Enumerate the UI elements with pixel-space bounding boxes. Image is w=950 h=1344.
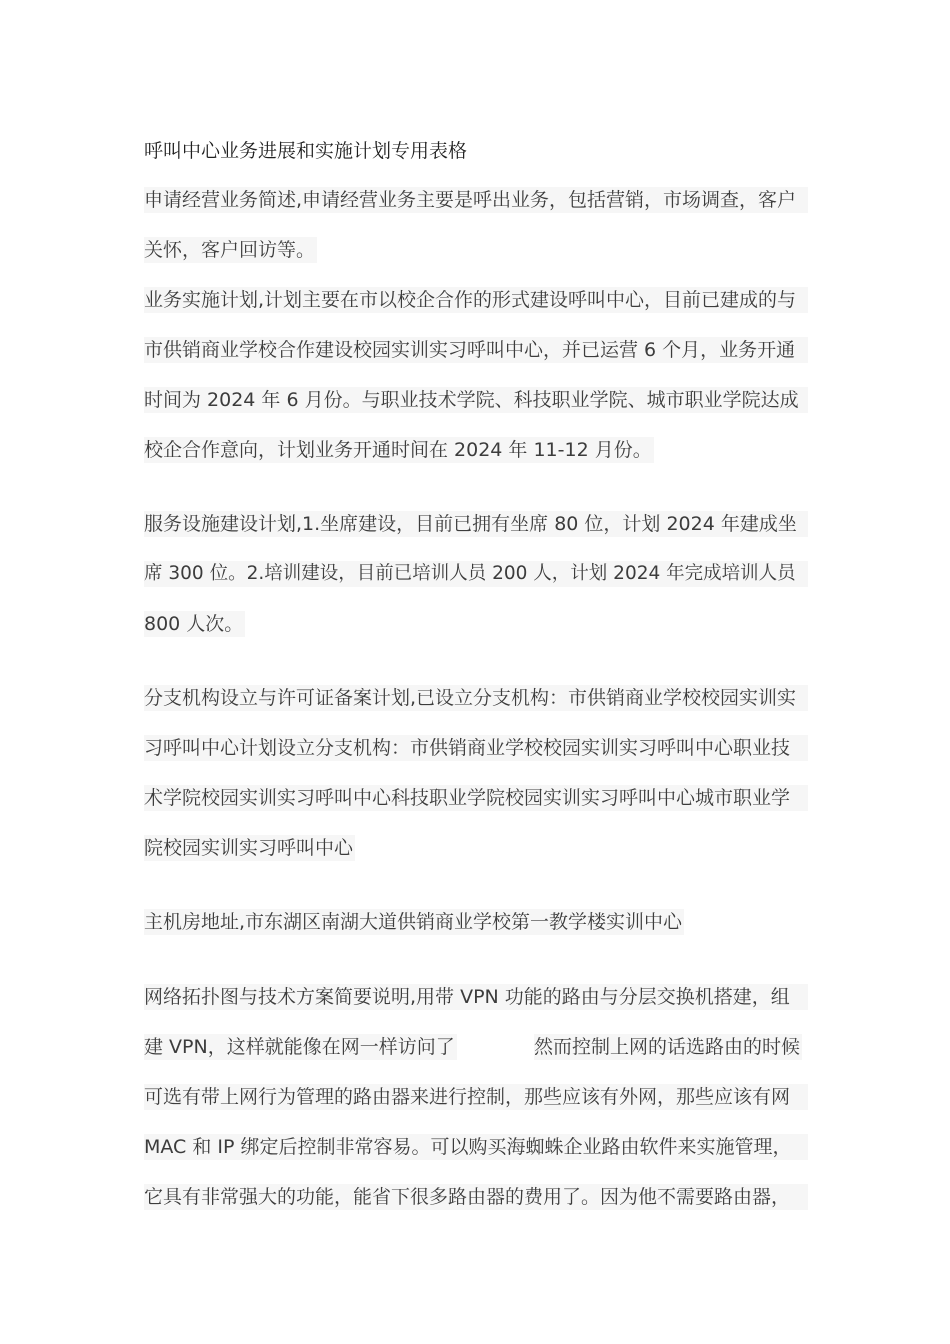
text-line: 院校园实训实习呼叫中心 [144,837,354,859]
text-line: MAC 和 IP 绑定后控制非常容易。可以购买海蜘蛛企业路由软件来实施管理， [144,1134,808,1160]
text-line: 业务实施计划,计划主要在市以校企合作的形式建设呼叫中心，目前已建成的与 [144,287,808,313]
text-line: 术学院校园实训实习呼叫中心科技职业学院校园实训实习呼叫中心城市职业学 [144,785,808,811]
text-line: 可选有带上网行为管理的路由器来进行控制，那些应该有外网，那些应该有网 [144,1084,808,1110]
text-line: 时间为 2024 年 6 月份。与职业技术学院、科技职业学院、城市职业学院达成 [144,387,808,413]
text-line: 分支机构设立与许可证备案计划,已设立分支机构：市供销商业学校校园实训实 [144,685,808,711]
text-line: 申请经营业务简述,申请经营业务主要是呼出业务，包括营销，市场调查，客户 [144,187,808,213]
text-line: 席 300 位。2.培训建设，目前已培训人员 200 人，计划 2024 年完成培训人员 [144,561,808,587]
document-title: 呼叫中心业务进展和实施计划专用表格 [144,140,468,162]
text-line: 服务设施建设计划,1.坐席建设，目前已拥有坐席 80 位，计划 2024 年建成坐 [144,511,808,537]
text-line: 主机房地址,市东湖区南湖大道供销商业学校第一教学楼实训中心 [144,911,683,933]
text-line: 关怀，客户回访等。 [144,239,316,261]
text-line: 网络拓扑图与技术方案简要说明,用带 VPN 功能的路由与分层交换机搭建，组 [144,984,808,1010]
text-line: 它具有非常强大的功能，能省下很多路由器的费用了。因为他不需要路由器， [144,1184,808,1210]
text-line: 习呼叫中心计划设立分支机构：市供销商业学校校园实训实习呼叫中心职业技 [144,735,808,761]
text-line: 然而控制上网的话选路由的时候 [534,1036,801,1058]
text-line: 市供销商业学校合作建设校园实训实习呼叫中心，并已运营 6 个月，业务开通 [144,337,808,363]
text-line: 800 人次。 [144,613,244,635]
text-line: 校企合作意向，计划业务开通时间在 2024 年 11-12 月份。 [144,439,652,461]
text-line: 建 VPN，这样就能像在网一样访问了 [144,1036,455,1058]
